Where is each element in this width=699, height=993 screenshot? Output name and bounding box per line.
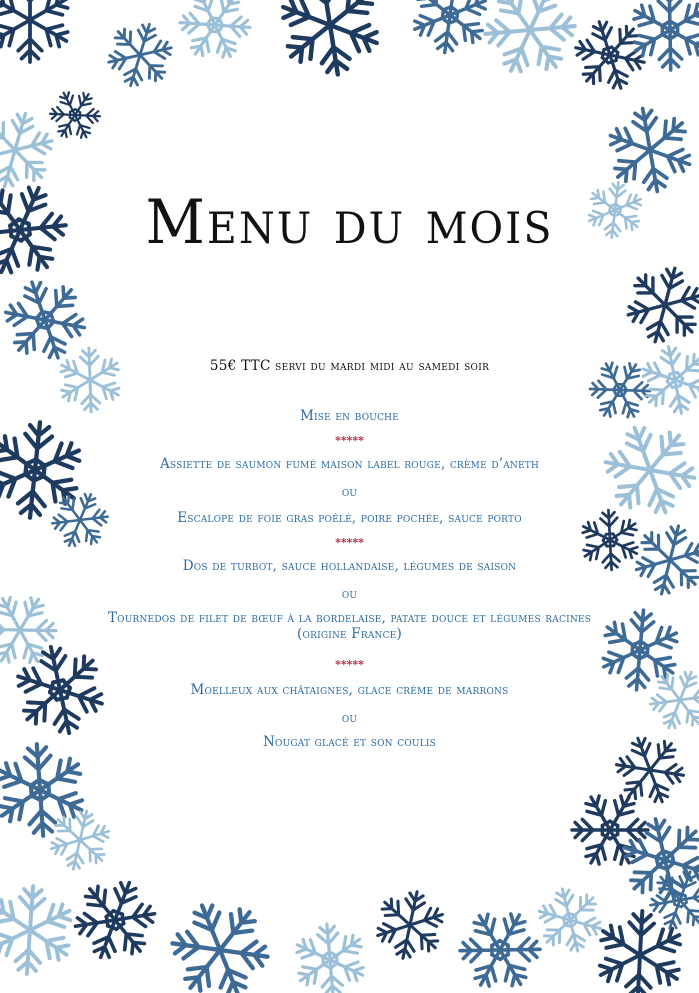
snowflake-icon bbox=[0, 883, 77, 977]
course-list bbox=[80, 408, 619, 750]
snowflake-icon bbox=[627, 332, 699, 428]
snowflake-icon bbox=[605, 800, 699, 919]
snowflake-icon bbox=[618, 258, 699, 351]
menu-item: ou bbox=[341, 586, 358, 602]
menu-item: Escalope de foie gras poêlé, poire pochée, sauce porto bbox=[177, 510, 522, 526]
course-separator: ***** bbox=[335, 434, 364, 447]
menu-item: Assiette de saumon fumé maison label rouge, crème d’aneth bbox=[159, 456, 540, 472]
snowflake-icon bbox=[0, 169, 81, 291]
menu-item: ou bbox=[341, 484, 358, 500]
menu-card bbox=[80, 0, 619, 993]
menu-item: Mise en bouche bbox=[300, 408, 399, 424]
course-separator: ***** bbox=[335, 536, 364, 549]
menu-price-subtitle: 55€ TTC servi du mardi midi au samedi soir bbox=[209, 358, 490, 374]
course-separator: ***** bbox=[335, 658, 364, 671]
menu-item: Moelleux aux châtaignes, glace crème de marrons bbox=[190, 682, 509, 698]
menu-item: Dos de turbot, sauce hollandaise, légumes de saison bbox=[182, 558, 517, 574]
snowflake-icon bbox=[627, 518, 699, 603]
menu-item: Tournedos de filet de bœuf à la bordelaise, patate douce et légumes racines (origine France) bbox=[107, 610, 592, 642]
snowflake-icon bbox=[0, 0, 72, 62]
menu-item: Nougat glacé et son coulis bbox=[262, 734, 436, 750]
menu-item: ou bbox=[341, 710, 358, 726]
snowflake-icon bbox=[0, 417, 88, 523]
menu-title: Menu du mois bbox=[145, 186, 554, 258]
